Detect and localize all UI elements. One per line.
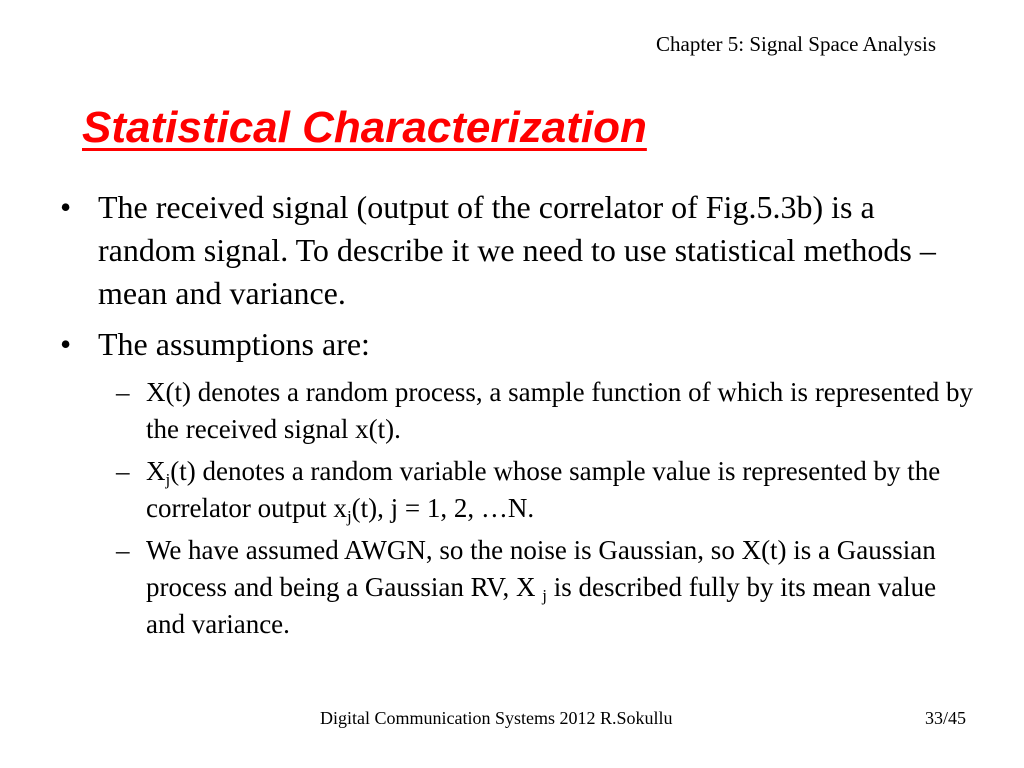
sub-bullet-item	[60, 374, 980, 448]
text-segment: is described fully by its mean value and variance.	[146, 572, 937, 639]
bullet-item	[60, 323, 980, 366]
sub-bullet-item	[60, 532, 980, 643]
slide-content	[60, 186, 980, 648]
text-segment: (t) denotes a random variable whose sample value is represented by the correlator output x	[146, 456, 941, 523]
footer-course-text: Digital Communication Systems 2012 R.Sokullu	[320, 708, 673, 728]
slide-title: Statistical Characterization	[82, 103, 647, 152]
bullet-marker: •	[60, 189, 72, 225]
page-number: 33/45	[925, 708, 967, 728]
dash-marker: –	[116, 456, 130, 486]
variable-x: X	[146, 456, 166, 486]
dash-marker: –	[116, 377, 130, 407]
sub-bullet-text	[146, 535, 936, 639]
text-segment: We have assumed AWGN, so the noise is Gaussian, so X(t) is a Gaussian process and being a Gaussian RV, X	[146, 535, 936, 602]
chapter-header: Chapter 5: Signal Space Analysis	[656, 32, 936, 56]
subscript-j: j	[346, 507, 352, 526]
bullet-text: The received signal (output of the correlator of Fig.5.3b) is a random signal. To describe it we need to use statistical methods – mean and variance.	[98, 189, 936, 311]
sub-bullet-item	[60, 453, 980, 527]
subscript-j: j	[165, 470, 171, 489]
bullet-marker: •	[60, 326, 72, 362]
dash-marker: –	[116, 535, 130, 565]
sub-bullet-text	[146, 456, 941, 526]
bullet-text: The assumptions are:	[98, 326, 370, 362]
bullet-item	[60, 186, 980, 315]
subscript-j: j	[542, 586, 548, 605]
sub-bullet-text: X(t) denotes a random process, a sample function of which is represented by the received signal x(t).	[146, 377, 973, 444]
text-segment: (t), j = 1, 2, …N.	[351, 493, 535, 523]
